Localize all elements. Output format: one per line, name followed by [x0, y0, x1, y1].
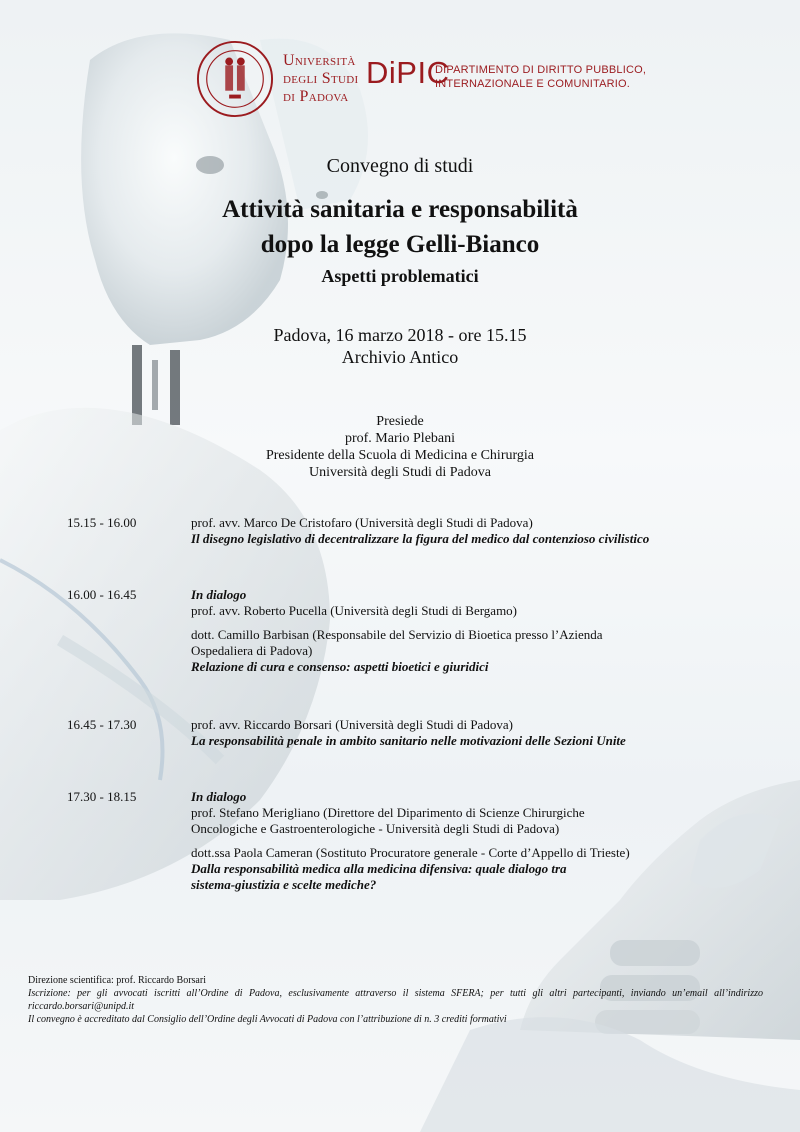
session-time: 16.00 - 16.45 — [67, 587, 137, 602]
session-talk-title: sistema-giustizia e scelte mediche? — [191, 877, 377, 892]
session-speaker: dott.ssa Paola Cameran (Sostituto Procuratore generale - Corte d’Appello di Trieste) — [191, 845, 630, 860]
session-speaker: dott. Camillo Barbisan (Responsabile del Servizio di Bioetica presso l’Azienda — [191, 627, 603, 642]
event-title-line2: dopo la legge Gelli-Bianco — [260, 231, 540, 258]
university-line: degli Studi — [283, 70, 359, 87]
session-talk-title: La responsabilità penale in ambito sanitario nelle motivazioni delle Sezioni Unite — [191, 733, 626, 748]
session-speaker: prof. Stefano Merigliano (Direttore del Diparimento di Scienze Chirurgiche — [191, 805, 585, 820]
chair-affiliation: Università degli Studi di Padova — [309, 465, 491, 480]
session-time: 16.45 - 17.30 — [67, 717, 137, 732]
session-dialog-label: In dialogo — [191, 587, 247, 602]
event-date-time: Padova, 16 marzo 2018 - ore 15.15 — [273, 325, 527, 345]
chair-role: Presidente della Scuola di Medicina e Chirurgia — [265, 448, 534, 463]
university-name — [283, 52, 358, 106]
session-talk-title: Dalla responsabilità medica alla medicina difensiva: quale dialogo tra — [191, 861, 567, 876]
session-time: 17.30 - 18.15 — [67, 789, 137, 804]
department-line: DIPARTIMENTO DI DIRITTO PUBBLICO, — [435, 64, 647, 76]
session-talk-title: Il disegno legislativo di decentralizzare la figura del medico dal contenzioso civilistico — [191, 531, 650, 546]
chair-label: Presiede — [376, 414, 424, 429]
session-speaker: Oncologiche e Gastroenterologiche - Università degli Studi di Padova) — [191, 821, 560, 836]
event-subtitle: Aspetti problematici — [321, 266, 479, 286]
session-speaker: prof. avv. Roberto Pucella (Università degli Studi di Bergamo) — [191, 603, 518, 618]
university-seal-icon — [196, 40, 274, 118]
chair-name: prof. Mario Plebani — [344, 431, 456, 446]
registration-info: Iscrizione: per gli avvocati iscritti all’Ordine di Padova, esclusivamente attraverso il sistema SFERA; per tutti gli altri partecipanti, inviando un’email all’indirizzo riccardo.borsari@unipd.it — [28, 988, 763, 1012]
university-line: di Padova — [283, 88, 349, 105]
department-logo: DiPIC — [366, 55, 450, 90]
session-speaker: prof. avv. Marco De Cristofaro (Università degli Studi di Padova) — [191, 515, 533, 530]
session-speaker: Ospedaliera di Padova) — [191, 643, 313, 658]
event-title-line1: Attività sanitaria e responsabilità — [222, 196, 578, 223]
department-name — [435, 63, 646, 91]
session-dialog-label: In dialogo — [191, 789, 247, 804]
event-venue: Archivio Antico — [341, 347, 459, 367]
chair-block — [0, 413, 800, 481]
session-talk-title: Relazione di cura e consenso: aspetti bioetici e giuridici — [191, 659, 489, 674]
footer-notes — [28, 974, 763, 1026]
session-speaker: prof. avv. Riccardo Borsari (Università degli Studi di Padova) — [191, 717, 513, 732]
university-line: Università — [283, 52, 356, 69]
event-kind: Convegno di studi — [326, 155, 474, 177]
accreditation-info: Il convegno è accreditato dal Consiglio dell’Ordine degli Avvocati di Padova con l’attribuzione di n. 3 crediti formativi — [28, 1014, 507, 1025]
session-time: 15.15 - 16.00 — [67, 515, 137, 530]
scientific-direction: Direzione scientifica: prof. Riccardo Borsari — [28, 975, 206, 986]
department-line: INTERNAZIONALE E COMUNITARIO. — [435, 78, 631, 90]
